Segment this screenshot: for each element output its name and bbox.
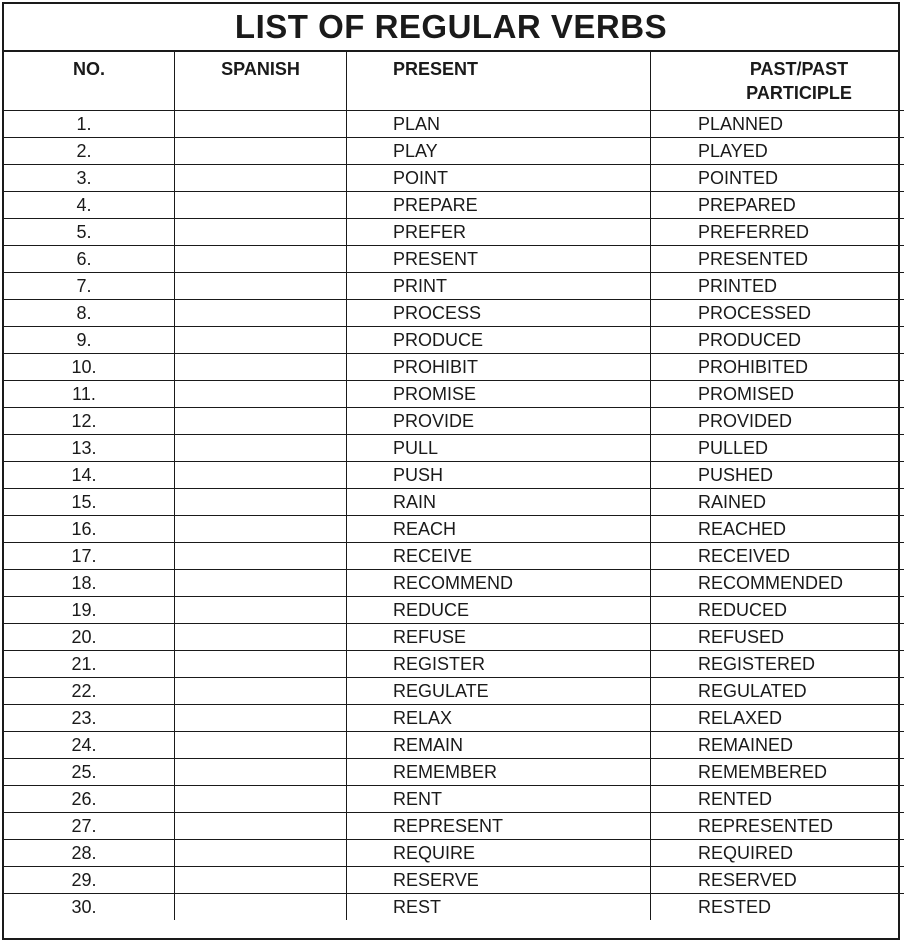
row-number-cell: 24. — [4, 732, 175, 759]
spanish-cell — [175, 273, 347, 300]
past-cell: PLAYED — [651, 138, 904, 165]
table-row — [4, 354, 904, 381]
table-row — [4, 300, 904, 327]
present-cell: REDUCE — [347, 597, 651, 624]
row-number-cell: 4. — [4, 192, 175, 219]
present-cell: PRESENT — [347, 246, 651, 273]
row-number-cell: 11. — [4, 381, 175, 408]
present-cell: REPRESENT — [347, 813, 651, 840]
spanish-cell — [175, 840, 347, 867]
present-cell: REACH — [347, 516, 651, 543]
table-row — [4, 111, 904, 138]
row-number-cell: 28. — [4, 840, 175, 867]
spanish-cell — [175, 165, 347, 192]
row-number-cell: 16. — [4, 516, 175, 543]
past-cell: REGISTERED — [651, 651, 904, 678]
past-cell: RECEIVED — [651, 543, 904, 570]
present-cell: REST — [347, 894, 651, 921]
verb-list-sheet — [2, 2, 900, 940]
spanish-cell — [175, 138, 347, 165]
past-cell: REQUIRED — [651, 840, 904, 867]
past-cell: REMEMBERED — [651, 759, 904, 786]
header-spanish: SPANISH — [175, 52, 347, 111]
row-number-cell: 26. — [4, 786, 175, 813]
past-cell: REMAINED — [651, 732, 904, 759]
table-row — [4, 462, 904, 489]
table-row — [4, 138, 904, 165]
past-cell: RELAXED — [651, 705, 904, 732]
row-number-cell: 6. — [4, 246, 175, 273]
spanish-cell — [175, 597, 347, 624]
row-number-cell: 29. — [4, 867, 175, 894]
past-cell: REPRESENTED — [651, 813, 904, 840]
spanish-cell — [175, 759, 347, 786]
past-cell: PRESENTED — [651, 246, 904, 273]
table-row — [4, 732, 904, 759]
present-cell: PROVIDE — [347, 408, 651, 435]
past-cell: PREPARED — [651, 192, 904, 219]
row-number-cell: 14. — [4, 462, 175, 489]
table-row — [4, 705, 904, 732]
spanish-cell — [175, 516, 347, 543]
table-header-row — [4, 52, 904, 111]
present-cell: PREFER — [347, 219, 651, 246]
present-cell: REFUSE — [347, 624, 651, 651]
spanish-cell — [175, 327, 347, 354]
table-row — [4, 516, 904, 543]
spanish-cell — [175, 732, 347, 759]
spanish-cell — [175, 678, 347, 705]
past-cell: PUSHED — [651, 462, 904, 489]
row-number-cell: 25. — [4, 759, 175, 786]
header-present: PRESENT — [347, 52, 651, 111]
present-cell: RECEIVE — [347, 543, 651, 570]
table-row — [4, 813, 904, 840]
spanish-cell — [175, 462, 347, 489]
present-cell: REMAIN — [347, 732, 651, 759]
present-cell: PRODUCE — [347, 327, 651, 354]
header-past-line2: PARTICIPLE — [746, 83, 852, 103]
table-row — [4, 489, 904, 516]
verb-table — [4, 52, 904, 920]
table-row — [4, 570, 904, 597]
past-cell: PREFERRED — [651, 219, 904, 246]
row-number-cell: 23. — [4, 705, 175, 732]
spanish-cell — [175, 705, 347, 732]
present-cell: REGULATE — [347, 678, 651, 705]
spanish-cell — [175, 813, 347, 840]
table-row — [4, 597, 904, 624]
table-row — [4, 840, 904, 867]
table-row — [4, 408, 904, 435]
present-cell: RAIN — [347, 489, 651, 516]
row-number-cell: 7. — [4, 273, 175, 300]
present-cell: PLAN — [347, 111, 651, 138]
row-number-cell: 2. — [4, 138, 175, 165]
row-number-cell: 8. — [4, 300, 175, 327]
spanish-cell — [175, 786, 347, 813]
spanish-cell — [175, 111, 347, 138]
header-no: NO. — [4, 52, 175, 111]
spanish-cell — [175, 651, 347, 678]
present-cell: REGISTER — [347, 651, 651, 678]
row-number-cell: 19. — [4, 597, 175, 624]
past-cell: REFUSED — [651, 624, 904, 651]
table-row — [4, 219, 904, 246]
row-number-cell: 1. — [4, 111, 175, 138]
present-cell: PREPARE — [347, 192, 651, 219]
past-cell: REDUCED — [651, 597, 904, 624]
past-cell: REACHED — [651, 516, 904, 543]
header-past — [651, 52, 904, 111]
table-row — [4, 759, 904, 786]
spanish-cell — [175, 408, 347, 435]
past-cell: RESTED — [651, 894, 904, 921]
table-row — [4, 678, 904, 705]
present-cell: PULL — [347, 435, 651, 462]
table-row — [4, 651, 904, 678]
row-number-cell: 15. — [4, 489, 175, 516]
spanish-cell — [175, 489, 347, 516]
row-number-cell: 18. — [4, 570, 175, 597]
spanish-cell — [175, 894, 347, 921]
row-number-cell: 20. — [4, 624, 175, 651]
row-number-cell: 5. — [4, 219, 175, 246]
past-cell: RENTED — [651, 786, 904, 813]
table-row — [4, 867, 904, 894]
spanish-cell — [175, 300, 347, 327]
table-row — [4, 165, 904, 192]
present-cell: REQUIRE — [347, 840, 651, 867]
spanish-cell — [175, 543, 347, 570]
present-cell: PUSH — [347, 462, 651, 489]
past-cell: PRODUCED — [651, 327, 904, 354]
row-number-cell: 30. — [4, 894, 175, 921]
header-past-line1: PAST/PAST — [749, 59, 849, 79]
past-cell: RAINED — [651, 489, 904, 516]
past-cell: PROCESSED — [651, 300, 904, 327]
past-cell: RESERVED — [651, 867, 904, 894]
row-number-cell: 27. — [4, 813, 175, 840]
spanish-cell — [175, 192, 347, 219]
spanish-cell — [175, 246, 347, 273]
table-row — [4, 246, 904, 273]
past-cell: PROHIBITED — [651, 354, 904, 381]
present-cell: RELAX — [347, 705, 651, 732]
spanish-cell — [175, 381, 347, 408]
past-cell: PROVIDED — [651, 408, 904, 435]
spanish-cell — [175, 867, 347, 894]
table-row — [4, 327, 904, 354]
verb-table-body — [4, 111, 904, 921]
table-row — [4, 273, 904, 300]
table-row — [4, 624, 904, 651]
present-cell: PROCESS — [347, 300, 651, 327]
past-cell: PROMISED — [651, 381, 904, 408]
past-cell: RECOMMENDED — [651, 570, 904, 597]
present-cell: PROHIBIT — [347, 354, 651, 381]
table-row — [4, 894, 904, 921]
present-cell: RENT — [347, 786, 651, 813]
row-number-cell: 22. — [4, 678, 175, 705]
table-row — [4, 543, 904, 570]
present-cell: RESERVE — [347, 867, 651, 894]
row-number-cell: 13. — [4, 435, 175, 462]
row-number-cell: 9. — [4, 327, 175, 354]
row-number-cell: 21. — [4, 651, 175, 678]
past-cell: REGULATED — [651, 678, 904, 705]
present-cell: RECOMMEND — [347, 570, 651, 597]
past-cell: PRINTED — [651, 273, 904, 300]
past-cell: POINTED — [651, 165, 904, 192]
past-cell: PULLED — [651, 435, 904, 462]
spanish-cell — [175, 354, 347, 381]
spanish-cell — [175, 435, 347, 462]
present-cell: REMEMBER — [347, 759, 651, 786]
table-row — [4, 435, 904, 462]
row-number-cell: 12. — [4, 408, 175, 435]
page-title: LIST OF REGULAR VERBS — [4, 4, 898, 52]
present-cell: PRINT — [347, 273, 651, 300]
present-cell: PLAY — [347, 138, 651, 165]
table-row — [4, 192, 904, 219]
row-number-cell: 10. — [4, 354, 175, 381]
table-row — [4, 786, 904, 813]
spanish-cell — [175, 570, 347, 597]
past-cell: PLANNED — [651, 111, 904, 138]
present-cell: PROMISE — [347, 381, 651, 408]
table-row — [4, 381, 904, 408]
spanish-cell — [175, 219, 347, 246]
row-number-cell: 3. — [4, 165, 175, 192]
present-cell: POINT — [347, 165, 651, 192]
spanish-cell — [175, 624, 347, 651]
row-number-cell: 17. — [4, 543, 175, 570]
